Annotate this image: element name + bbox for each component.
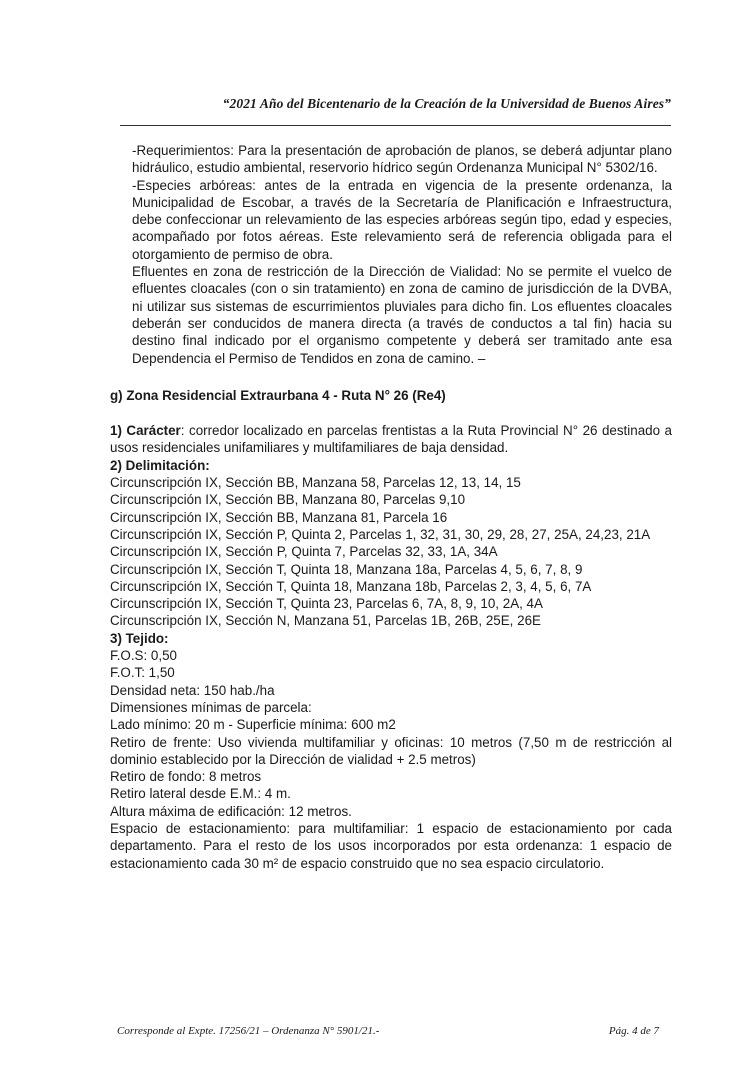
page-header: “2021 Año del Bicentenario de la Creación de la Universidad de Buenos Aires” <box>222 96 671 111</box>
page-footer <box>117 1025 659 1037</box>
tejido-item: Altura máxima de edificación: 12 metros. <box>110 803 352 819</box>
tejido-item: Retiro de frente: Uso vivienda multifamiliar y oficinas: 10 metros (7,50 m de restricción al dominio establecido por la Dirección de vialidad + 2.5 metros) <box>110 734 672 767</box>
delimitacion-item: Circunscripción IX, Sección T, Quinta 23, Parcelas 6, 7A, 8, 9, 10, 2A, 4A <box>110 596 543 612</box>
delimitacion-item: Circunscripción IX, Sección P, Quinta 2, Parcelas 1, 32, 31, 30, 29, 28, 27, 25A, 24,23, 21A <box>110 526 651 542</box>
tejido-item: Dimensiones mínimas de parcela: <box>110 699 312 715</box>
delimitacion-item: Circunscripción IX, Sección BB, Manzana 81, Parcela 16 <box>110 509 448 525</box>
delimitacion-item: Circunscripción IX, Sección BB, Manzana 80, Parcelas 9,10 <box>110 492 466 508</box>
page-number: Pág. 4 de 7 <box>608 1025 659 1037</box>
tejido-item: Retiro de fondo: 8 metros <box>110 769 262 785</box>
requerimientos-paragraph: -Requerimientos: Para la presentación de aprobación de planos, se deberá adjuntar plano hidráulico, estudio ambiental, reservorio hídrico según Ordenanza Municipal N° 5302/16. <box>132 143 672 176</box>
tejido-label: 3) Tejido: <box>110 630 169 646</box>
tejido-item: Espacio de estacionamiento: para multifamiliar: 1 espacio de estacionamiento por cada departamento. Para el resto de los usos incorporados por esta ordenanza: 1 espacio de estacionamiento cada 30 m² de espacio construido que no sea espacio circulatorio. <box>110 820 672 871</box>
tejido-item: F.O.S: 0,50 <box>110 648 177 664</box>
especies-arboreas-paragraph: -Especies arbóreas: antes de la entrada en vigencia de la presente ordenanza, la Municipalidad de Escobar, a través de la Secretaría de Planificación e Infraestructura, debe confeccionar un relevamiento de las especies arbóreas según tipo, edad y especies, acompañado por fotos aéreas. Este relevamiento será de referencia obligada para el otorgamiento de permiso de obra. <box>132 177 672 262</box>
section-title: g) Zona Residencial Extraurbana 4 - Ruta N° 26 (Re4) <box>110 387 446 403</box>
caracter-label: 1) Carácter <box>110 423 181 439</box>
delimitacion-item: Circunscripción IX, Sección T, Quinta 18, Manzana 18b, Parcelas 2, 3, 4, 5, 6, 7A <box>110 578 592 594</box>
delimitacion-item: Circunscripción IX, Sección P, Quinta 7, Parcelas 32, 33, 1A, 34A <box>110 544 498 560</box>
footer-reference: Corresponde al Expte. 17256/21 – Ordenanza N° 5901/21.- <box>117 1025 380 1037</box>
delimitacion-item: Circunscripción IX, Sección N, Manzana 51, Parcelas 1B, 26B, 25E, 26E <box>110 613 541 629</box>
header-rule <box>120 125 671 126</box>
tejido-item: F.O.T: 1,50 <box>110 665 175 681</box>
document-body <box>110 142 672 872</box>
delimitacion-item: Circunscripción IX, Sección BB, Manzana 58, Parcelas 12, 13, 14, 15 <box>110 475 521 491</box>
intro-block <box>110 142 672 367</box>
delimitacion-item: Circunscripción IX, Sección T, Quinta 18, Manzana 18a, Parcelas 4, 5, 6, 7, 8, 9 <box>110 561 583 577</box>
delimitacion-label: 2) Delimitación: <box>110 457 210 473</box>
tejido-item: Densidad neta: 150 hab./ha <box>110 682 275 698</box>
caracter-paragraph <box>110 422 672 457</box>
tejido-item: Lado mínimo: 20 m - Superficie mínima: 600 m2 <box>110 717 396 733</box>
efluentes-paragraph: Efluentes en zona de restricción de la Dirección de Vialidad: No se permite el vuelco de efluentes cloacales (con o sin tratamiento) en zona de camino de jurisdicción de la DVBA, ni utilizar sus sistemas de escurrimientos pluviales para dicho fin. Los efluentes cloacales deberán ser conducidos de manera directa (a través de conductos a tal fin) hacia su destino final indicado por el organismo competente y deberá ser tramitado ante esa Dependencia el Permiso de Tendidos en zona de camino. – <box>132 264 672 366</box>
tejido-item: Retiro lateral desde E.M.: 4 m. <box>110 786 291 802</box>
caracter-text: : corredor localizado en parcelas frentistas a la Ruta Provincial N° 26 destinado a usos residenciales unifamiliares y multifamiliares de baja densidad. <box>110 423 673 456</box>
